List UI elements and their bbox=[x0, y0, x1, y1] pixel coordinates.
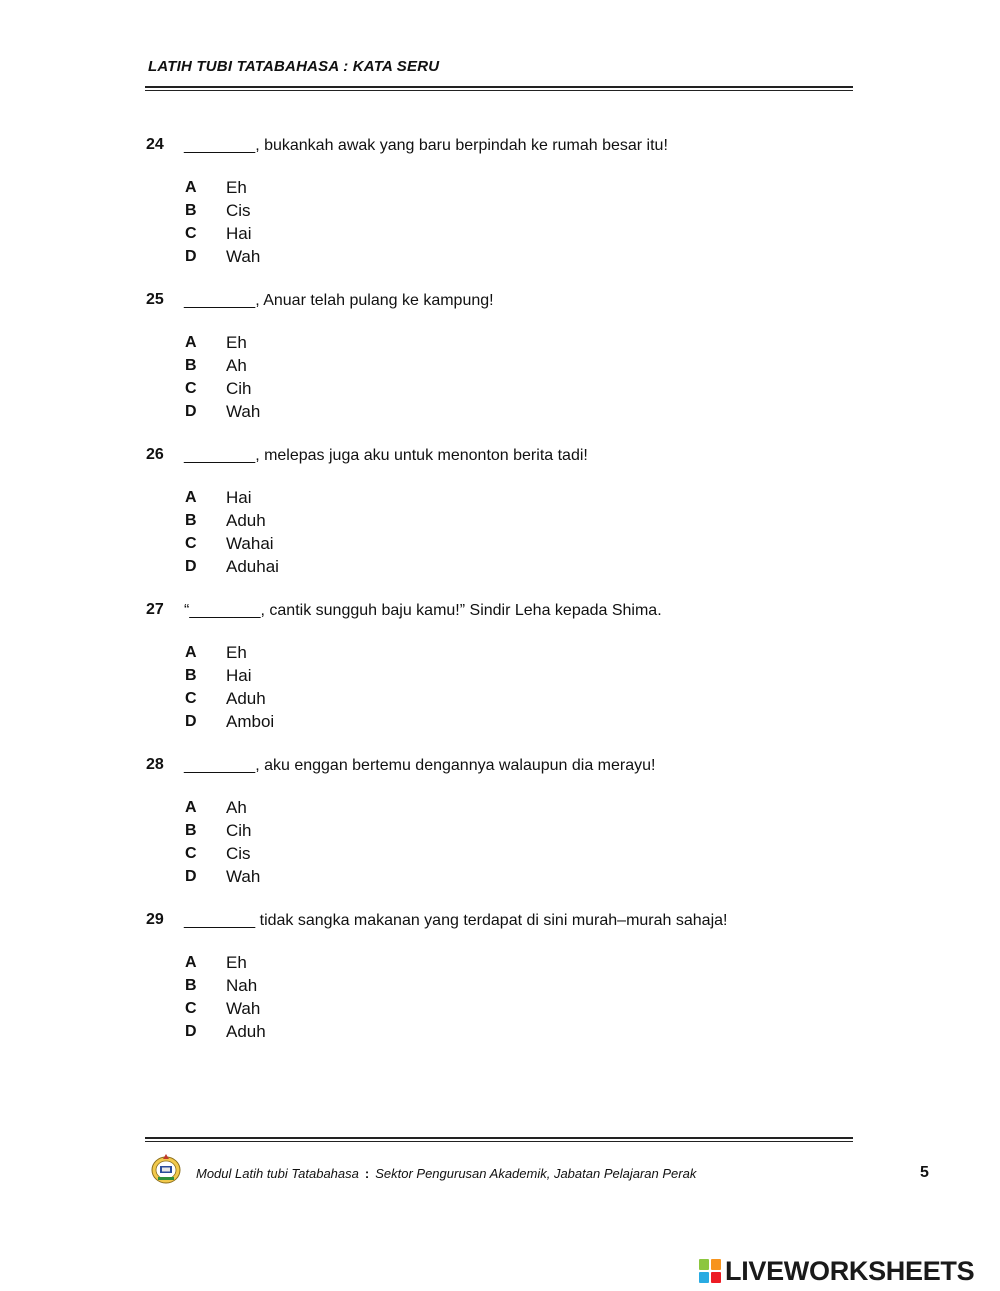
option-d[interactable] bbox=[185, 1022, 485, 1045]
option-letter: C bbox=[185, 845, 197, 862]
option-b[interactable] bbox=[185, 666, 485, 689]
option-b[interactable] bbox=[185, 976, 485, 999]
question-text: ________, melepas juga aku untuk menonton berita tadi! bbox=[184, 447, 588, 464]
liveworksheets-wordmark: LIVEWORKSHEETS bbox=[725, 1255, 975, 1286]
option-letter: D bbox=[185, 558, 197, 575]
question-number: 26 bbox=[146, 446, 164, 463]
option-letter: A bbox=[185, 954, 197, 971]
option-text: Aduh bbox=[226, 1022, 266, 1041]
option-a[interactable] bbox=[185, 488, 485, 511]
option-d[interactable] bbox=[185, 557, 485, 580]
question-stem bbox=[146, 136, 846, 158]
option-text: Wah bbox=[226, 867, 261, 886]
option-d[interactable] bbox=[185, 247, 485, 270]
footer-separator: : bbox=[364, 1166, 370, 1181]
option-text: Eh bbox=[226, 643, 247, 662]
option-b[interactable] bbox=[185, 511, 485, 534]
option-c[interactable] bbox=[185, 689, 485, 712]
footer-source: Sektor Pengurusan Akademik, Jabatan Pelajaran Perak bbox=[375, 1166, 697, 1181]
option-letter: D bbox=[185, 1023, 197, 1040]
option-text: Ah bbox=[226, 798, 247, 817]
liveworksheets-logo-icon bbox=[698, 1258, 722, 1284]
question-text: ________, aku enggan bertemu dengannya walaupun dia merayu! bbox=[184, 757, 656, 774]
logo-tile bbox=[711, 1272, 721, 1283]
option-letter: A bbox=[185, 489, 197, 506]
option-text: Hai bbox=[226, 224, 252, 243]
option-a[interactable] bbox=[185, 953, 485, 976]
option-letter: C bbox=[185, 1000, 197, 1017]
header-divider bbox=[145, 86, 853, 91]
option-c[interactable] bbox=[185, 999, 485, 1022]
option-letter: B bbox=[185, 667, 197, 684]
option-letter: C bbox=[185, 690, 197, 707]
question-number: 24 bbox=[146, 136, 164, 153]
footer-module: Modul Latih tubi Tatabahasa bbox=[196, 1166, 359, 1181]
option-text: Aduhai bbox=[226, 557, 279, 576]
option-letter: C bbox=[185, 380, 197, 397]
option-text: Cih bbox=[226, 379, 252, 398]
option-d[interactable] bbox=[185, 867, 485, 890]
footer-text bbox=[196, 1166, 696, 1181]
question-number: 25 bbox=[146, 291, 164, 308]
option-d[interactable] bbox=[185, 712, 485, 735]
option-letter: B bbox=[185, 977, 197, 994]
header-title: LATIH TUBI TATABAHASA : KATA SERU bbox=[148, 58, 440, 75]
option-a[interactable] bbox=[185, 333, 485, 356]
question-text: ________ tidak sangka makanan yang terdapat di sini murah–murah sahaja! bbox=[184, 912, 728, 929]
question-24 bbox=[146, 136, 846, 266]
logo-tile bbox=[699, 1272, 709, 1283]
option-letter: B bbox=[185, 357, 197, 374]
option-list bbox=[185, 333, 485, 425]
option-letter: C bbox=[185, 225, 197, 242]
page-number: 5 bbox=[920, 1164, 929, 1181]
option-text: Wah bbox=[226, 247, 261, 266]
option-letter: B bbox=[185, 512, 197, 529]
option-b[interactable] bbox=[185, 821, 485, 844]
option-text: Ah bbox=[226, 356, 247, 375]
option-letter: A bbox=[185, 644, 197, 661]
question-text: ________, bukankah awak yang baru berpindah ke rumah besar itu! bbox=[184, 137, 668, 154]
option-a[interactable] bbox=[185, 643, 485, 666]
option-list bbox=[185, 178, 485, 270]
option-a[interactable] bbox=[185, 798, 485, 821]
question-number: 29 bbox=[146, 911, 164, 928]
question-number: 28 bbox=[146, 756, 164, 773]
footer-divider bbox=[145, 1137, 853, 1142]
question-25 bbox=[146, 291, 846, 421]
question-text: “________, cantik sungguh baju kamu!” Sindir Leha kepada Shima. bbox=[184, 602, 662, 619]
option-letter: D bbox=[185, 713, 197, 730]
option-list bbox=[185, 488, 485, 580]
option-list bbox=[185, 643, 485, 735]
liveworksheets-brand[interactable] bbox=[698, 1256, 974, 1286]
option-text: Hai bbox=[226, 488, 252, 507]
option-letter: B bbox=[185, 202, 197, 219]
option-text: Nah bbox=[226, 976, 258, 995]
option-c[interactable] bbox=[185, 379, 485, 402]
option-text: Aduh bbox=[226, 689, 266, 708]
option-text: Amboi bbox=[226, 712, 275, 731]
question-stem bbox=[146, 601, 846, 623]
option-text: Eh bbox=[226, 178, 247, 197]
option-d[interactable] bbox=[185, 402, 485, 425]
question-28 bbox=[146, 756, 846, 886]
crest-icon bbox=[150, 1152, 182, 1186]
option-b[interactable] bbox=[185, 356, 485, 379]
option-c[interactable] bbox=[185, 224, 485, 247]
option-text: Cis bbox=[226, 844, 251, 863]
question-29 bbox=[146, 911, 846, 1041]
question-27 bbox=[146, 601, 846, 731]
question-text: ________, Anuar telah pulang ke kampung! bbox=[184, 292, 494, 309]
option-b[interactable] bbox=[185, 201, 485, 224]
question-stem bbox=[146, 911, 846, 933]
option-text: Cih bbox=[226, 821, 252, 840]
option-letter: A bbox=[185, 334, 197, 351]
question-26 bbox=[146, 446, 846, 576]
option-letter: D bbox=[185, 868, 197, 885]
option-letter: A bbox=[185, 799, 197, 816]
option-text: Cis bbox=[226, 201, 251, 220]
option-letter: B bbox=[185, 822, 197, 839]
option-c[interactable] bbox=[185, 534, 485, 557]
question-stem bbox=[146, 756, 846, 778]
option-list bbox=[185, 953, 485, 1045]
option-letter: D bbox=[185, 403, 197, 420]
option-text: Aduh bbox=[226, 511, 266, 530]
option-text: Wahai bbox=[226, 534, 274, 553]
option-text: Hai bbox=[226, 666, 252, 685]
question-stem bbox=[146, 291, 846, 313]
option-letter: D bbox=[185, 248, 197, 265]
question-number: 27 bbox=[146, 601, 164, 618]
option-text: Wah bbox=[226, 999, 261, 1018]
question-stem bbox=[146, 446, 846, 468]
logo-tile bbox=[699, 1259, 709, 1270]
option-c[interactable] bbox=[185, 844, 485, 867]
option-list bbox=[185, 798, 485, 890]
option-a[interactable] bbox=[185, 178, 485, 201]
logo-tile bbox=[711, 1259, 721, 1270]
option-letter: C bbox=[185, 535, 197, 552]
option-text: Eh bbox=[226, 953, 247, 972]
option-text: Eh bbox=[226, 333, 247, 352]
option-text: Wah bbox=[226, 402, 261, 421]
option-letter: A bbox=[185, 179, 197, 196]
